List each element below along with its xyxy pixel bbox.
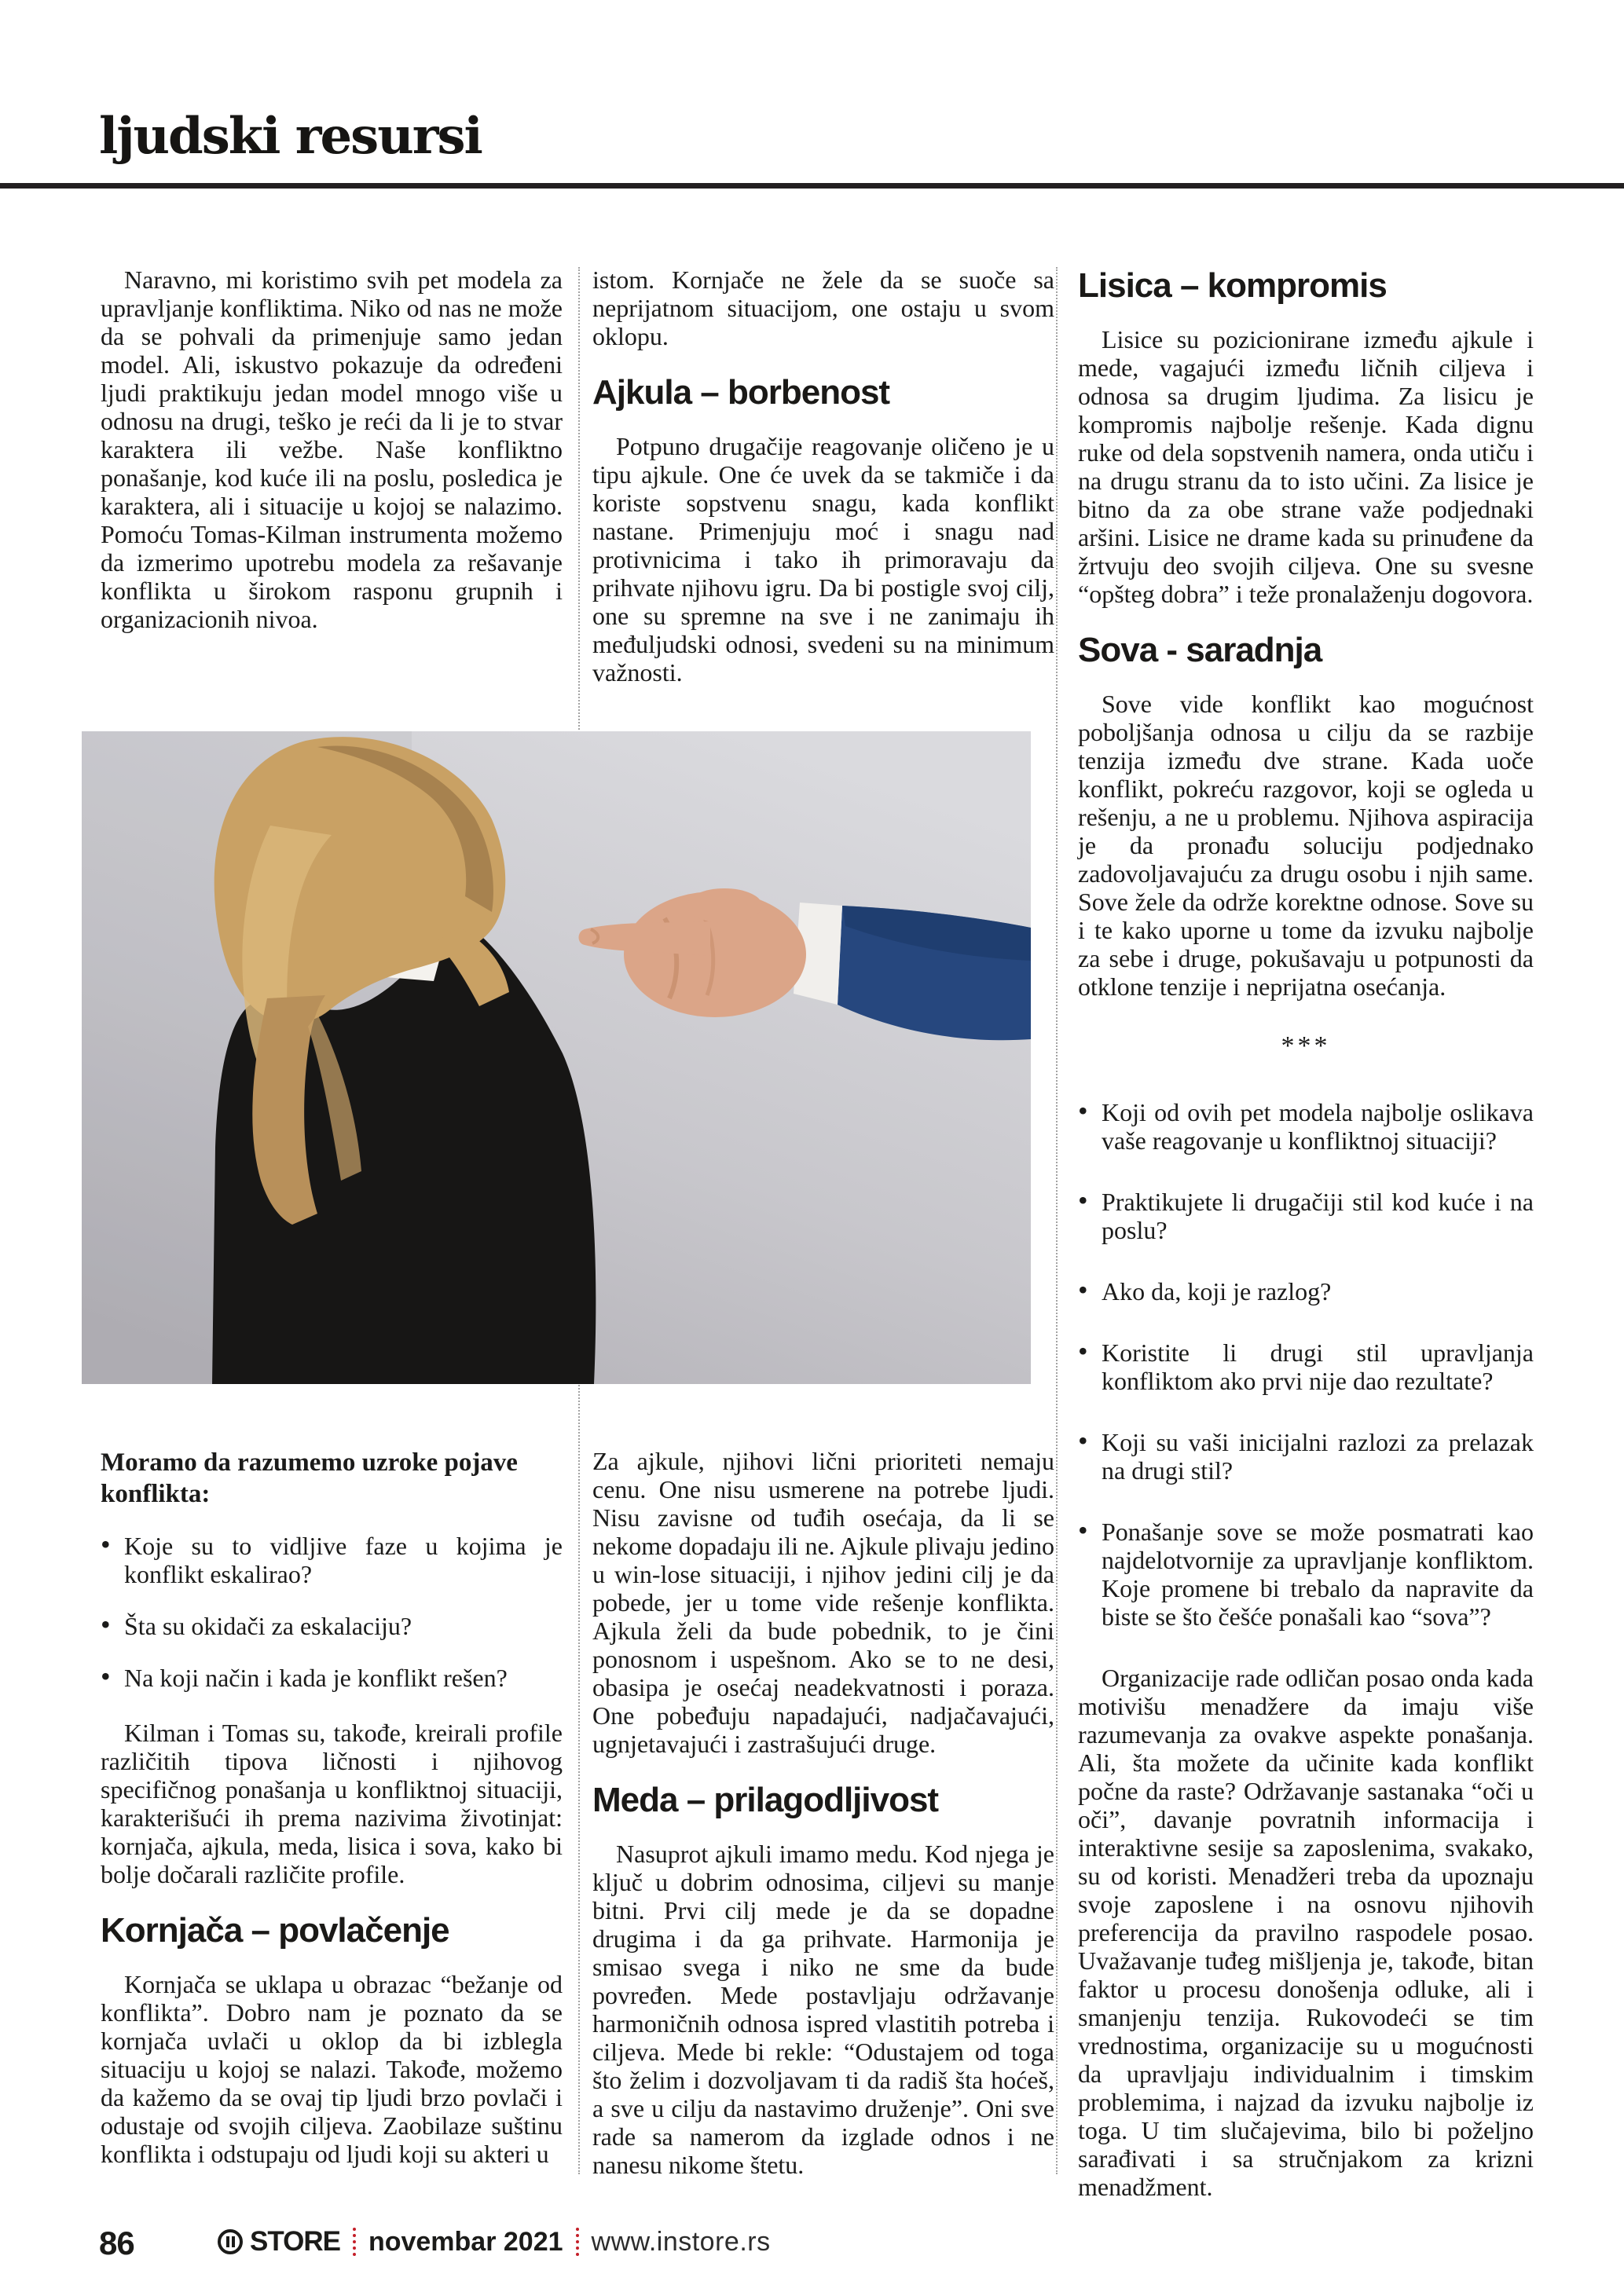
list-item: • Šta su okidači za eskalaciju? <box>101 1612 563 1640</box>
section-separator: *** <box>1281 1031 1331 1060</box>
list-item: • Praktikujete li drugačiji stil kod kuće i na poslu? <box>1078 1188 1534 1244</box>
list-item: • Koristite li drugi stil upravljanja konfliktom ako prvi nije dao rezultate? <box>1078 1338 1534 1395</box>
heading-sova: Sova - saradnja <box>1078 631 1322 669</box>
page-title: ljudski resursi <box>99 107 482 166</box>
article-photo <box>82 731 1031 1384</box>
question-list <box>1078 1098 1534 1631</box>
column-divider <box>1056 267 1058 2174</box>
heading-lisica: Lisica – kompromis <box>1078 266 1387 305</box>
issue-date: novembar 2021 <box>368 2226 563 2257</box>
paragraph: Nasuprot ajkuli imamo medu. Kod njega je ključ u dobrim odnosima, ciljevi su manje bitni. Prvi cilj mede je da se dopadne drugima i da ga prihvate. Harmonija je smisao svega i niko ne sme da bude povređen. Mede postavljaju održavanje harmoničnih odnosa ispred vlastitih potreba i ciljeva. Mede bi rekle: “Odustajem od toga što želim i dozvoljavam ti da radiš šta hoćeš, a sve u cilju da nastavimo druženje”. Oni sve rade sa namerom da izglade odnos i ne nanesu nikome štetu. <box>592 1840 1054 2179</box>
list-item: • Na koji način i kada je konflikt rešen? <box>101 1664 563 1692</box>
photo-illustration <box>82 731 1031 1384</box>
heading-kornjaca: Kornjača – povlačenje <box>101 1911 449 1950</box>
heading-ajkula: Ajkula – borbenost <box>592 373 890 412</box>
page-number: 86 <box>99 2225 134 2261</box>
page-footer <box>0 2220 1624 2275</box>
column-3 <box>1078 265 1534 2201</box>
paragraph: Kornjača se uklapa u obrazac “bežanje od konflikta”. Dobro nam je poznato da se kornjača uvlači u oklop da bi izblegla situaciju u kojoj se nalazi. Takođe, možemo da kažemo da se ovaj tip ljudi brzo povlači i odustaje od svojih ciljeva. Zaobilaze suštinu konflikta i odstupaju od ljudi koji su akteri u <box>101 1970 563 2168</box>
footer-divider <box>353 2228 356 2256</box>
column-2-bottom <box>592 1447 1054 2179</box>
list-item: • Koji su vaši inicijalni razlozi za prelazak na drugi stil? <box>1078 1428 1534 1485</box>
column-1-bottom <box>101 1447 563 2168</box>
list-item: • Koje su to vidljive faze u kojima je konflikt eskalirao? <box>101 1532 563 1588</box>
paragraph: istom. Kornjače ne žele da se suoče sa neprijatnom situacijom, one ostaju u svom oklopu. <box>592 265 1054 350</box>
brand-name: STORE <box>250 2226 340 2257</box>
paragraph: Za ajkule, njihovi lični prioriteti nemaju cenu. One nisu usmerene na potrebe ljudi. Nisu zavisne od tuđih osećaja, da li se nekome dopadaju ili ne. Ajkule plivaju jedino u win-lose situaciji, i njihov jedini cilj je da pobede, jer u tome vide rešenje konflikta. Ajkula želi da bude pobednik, to je čini ponosnom i uspešnom. Ako se to ne desi, obasipa je osećaj neadekvatnosti i poraza. One pobeđuju napadajući, nadjačavajući, ugnjetavajući i zastrašujući druge. <box>592 1447 1054 1758</box>
paragraph: Potpuno drugačije reagovanje oličeno je u tipu ajkule. One će uvek da se takmiče i da koriste sopstvenu snagu, kada konflikt nastane. Primenjuju moć i snagu nad protivnicima i tako ih primoravaju da prihvate njihovu igru. Da bi postigle svoj cilj, one su spremne na sve i ne zanimaju ih međuljudski odnosi, svedeni su na minimum važnosti. <box>592 432 1054 687</box>
paragraph: Kilman i Tomas su, takođe, kreirali profile različitih tipova ličnosti i njihovog specifičnog ponašanja u konfliktnoj situaciji, karakterišući ih prema nazivima životinjat: kornjača, ajkula, meda, lisica i sova, kako bi bolje dočarali različite profile. <box>101 1719 563 1888</box>
footer-brand-group <box>217 2226 771 2258</box>
paragraph: Naravno, mi koristimo svih pet modela za upravljanje konfliktima. Niko od nas ne može da se pohvali da primenjuje samo jedan model. Ali, iskustvo pokazuje da određeni ljudi praktikuju jedan model mnogo više u odnosu na drugi, teško je reći da li je to stvar karaktera ili vežbe. Naše konfliktno ponašanje, kod kuće ili na poslu, posledica je karaktera, ali i situacije u kojoj se nalazimo. Pomoću Tomas-Kilman instrumenta možemo da izmerimo upotrebu modela za rešavanje konflikta u širokom rasponu grupnih i organizacionih nivoa. <box>101 265 563 633</box>
paragraph: Sove vide konflikt kao mogućnost poboljšanja odnosa u cilju da se razbije tenzija između dve strane. Kada uoče konflikt, pokreću razgovor, koji se ogleda u rešenju, a ne u problemu. Njihova aspiracija je da pronađu soluciju podjednako zadovoljavajuću za drugu osobu i njih same. Sove žele da održe korektne odnose. Sove su i te kako uporne u tome da izvuku najbolje za sebe i druge, pokušavaju u potpunosti da otklone tenzije i neprijatna osećanja. <box>1078 690 1534 1001</box>
paragraph: Lisice su pozicionirane između ajkule i mede, vagajući između ličnih ciljeva i odnosa sa drugim ljudima. Za lisicu je kompromis najbolje rešenje. Kada dignu ruke od dela sopstvenih namera, onda utiču i na drugu stranu da to isto učini. Za lisice je bitno da za obe strane važe podjednaki aršini. Lisice ne drame kada su prinuđene da žrtvuju deo svojih ciljeva. One su svesne “opšteg dobra” i teže pronalaženju dogovora. <box>1078 325 1534 608</box>
list-item: • Koji od ovih pet modela najbolje oslikava vaše reagovanje u konfliktnoj situaciji? <box>1078 1098 1534 1155</box>
question-list <box>101 1532 563 1692</box>
header-rule <box>0 183 1624 189</box>
footer-divider <box>576 2228 579 2256</box>
paragraph: Organizacije rade odličan posao onda kada motivišu menadžere da imaju više razumevanja za ovakve aspekte ponašanja. Ali, šta možete da učinite kada konflikt počne da raste? Održavanje sastanaka “oči u oči”, davanje povratnih informacija i interaktivne sesije sa zaposlenima, svakako, su od koristi. Menadžeri treba da upoznaju svoje zaposlene i na osnovu njihovih preferencija da pravilno raspodele posao. Uvažavanje tuđeg mišljenja je, takođe, bitan faktor u procesu donošenja odluke, ali i smanjenju tenzija. Rukovodeći se tim vrednostima, organizacije su u mogućnosti da upravljaju individualnim i timskim problemima, i najzad da izvuku najbolje iz toga. U tim slučajevima, bilo bi poželjno sarađivati i sa stručnjakom za krizni menadžment. <box>1078 1664 1534 2201</box>
list-item: • Ako da, koji je razlog? <box>1078 1277 1534 1305</box>
lead-in-bold: Moramo da razumemo uzroke pojave konflikta: <box>101 1448 518 1508</box>
column-2-top <box>592 265 1054 687</box>
list-item: • Ponašanje sove se može posmatrati kao najdelotvornije za upravljanje konfliktom. Koje promene bi trebalo da napravite da biste se što češće ponašali kao “sova”? <box>1078 1518 1534 1631</box>
heading-meda: Meda – prilagodljivost <box>592 1781 939 1819</box>
column-1-top <box>101 265 563 633</box>
instore-circle-icon <box>217 2228 244 2255</box>
website-url: www.instore.rs <box>591 2226 771 2257</box>
